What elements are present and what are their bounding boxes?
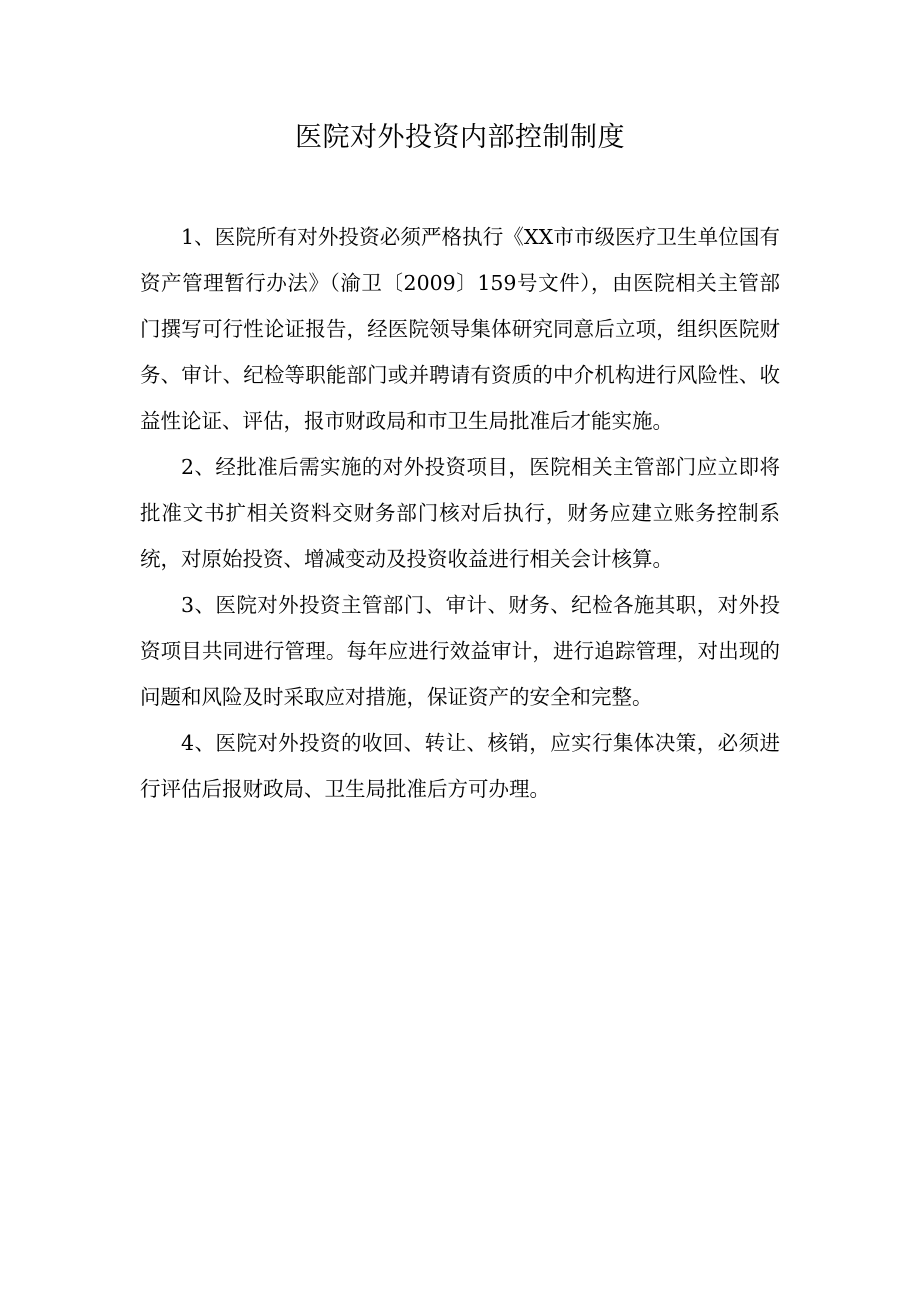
- paragraph-3: 3、医院对外投资主管部门、审计、财务、纪检各施其职，对外投资项目共同进行管理。每年应进行效益审计，进行追踪管理，对出现的问题和风险及时采取应对措施，保证资产的安全和完整。: [140, 593, 780, 709]
- paragraph-4: 4、医院对外投资的收回、转让、核销，应实行集体决策，必须进行评估后报财政局、卫生局批准后方可办理。: [140, 731, 780, 801]
- document-body: [140, 214, 780, 812]
- paragraph-1: 1、医院所有对外投资必须严格执行《XX市市级医疗卫生单位国有资产管理暂行办法》（渝卫〔2009〕159号文件），由医院相关主管部门撰写可行性论证报告，经医院领导集体研究同意后立项，组织医院财务、审计、纪检等职能部门或并聘请有资质的中介机构进行风险性、收益性论证、评估，报市财政局和市卫生局批准后才能实施。: [140, 225, 780, 433]
- document-title: 医院对外投资内部控制制度: [295, 122, 625, 153]
- paragraph-2: 2、经批准后需实施的对外投资项目，医院相关主管部门应立即将批准文书扩相关资料交财务部门核对后执行，财务应建立账务控制系统，对原始投资、增减变动及投资收益进行相关会计核算。: [140, 455, 780, 571]
